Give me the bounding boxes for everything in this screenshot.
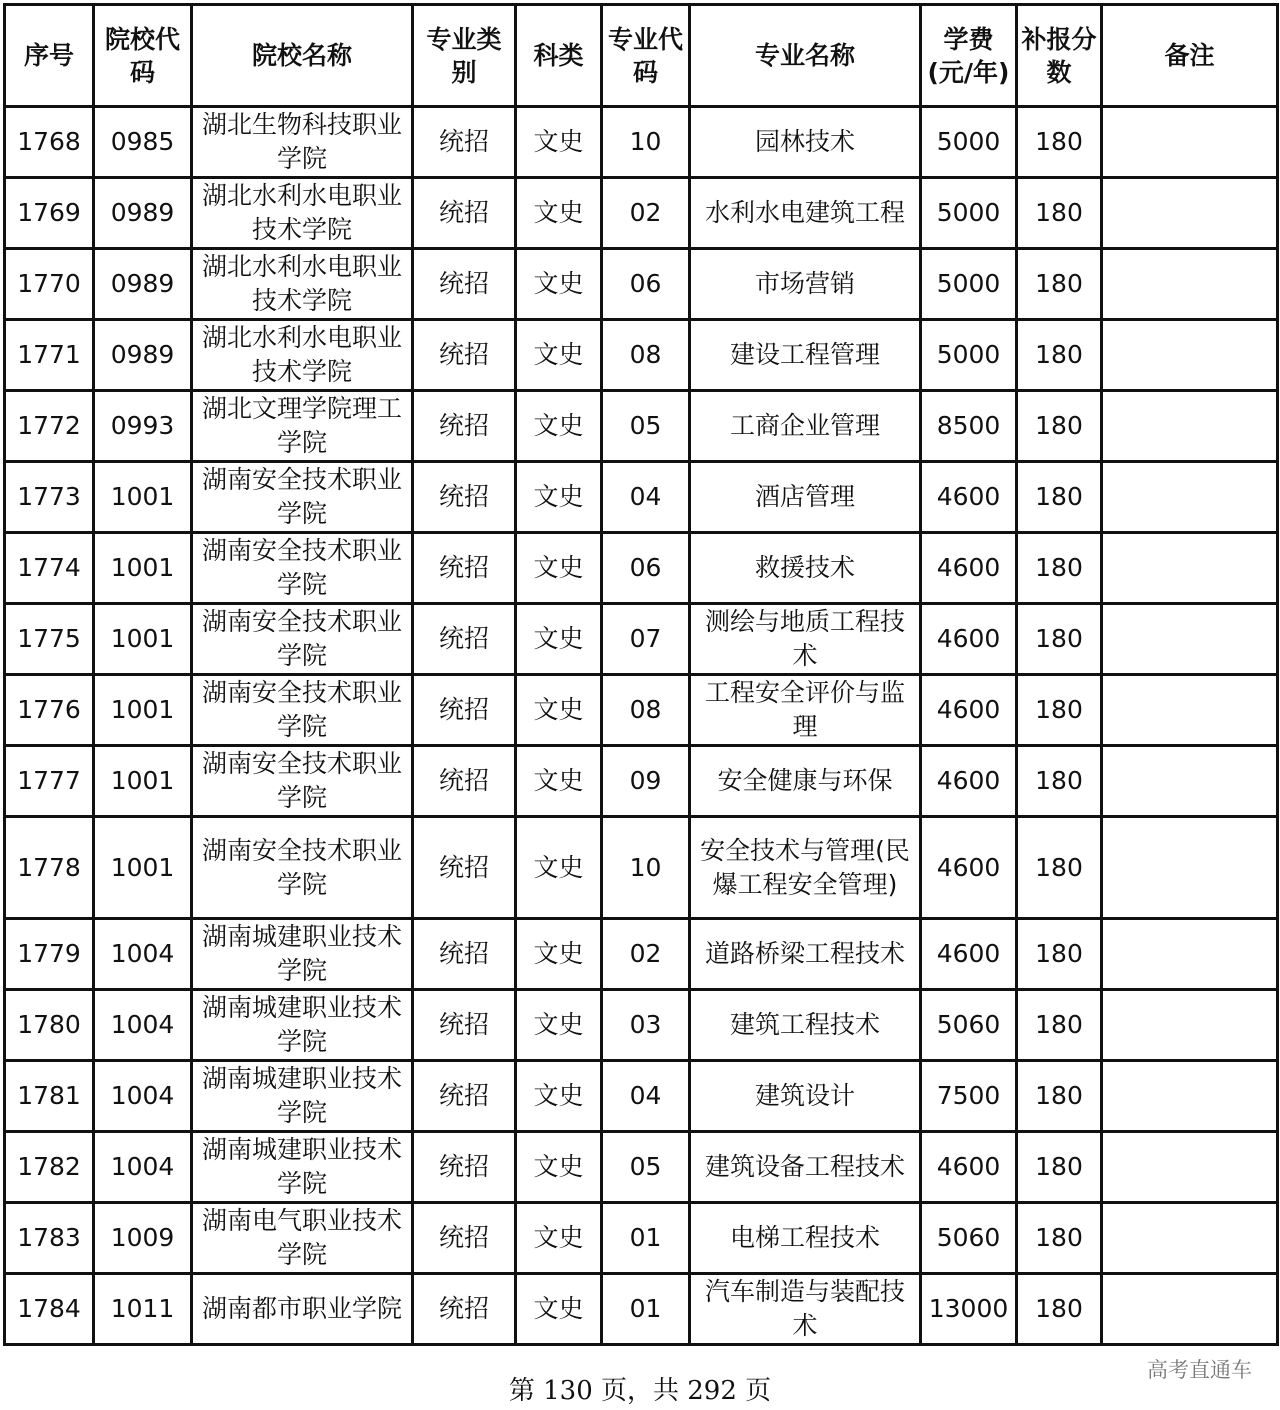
header-major-name: 专业名称 [690,5,921,107]
table-row [5,533,1278,604]
cell-school-code: 0989 [94,249,192,320]
cell-school-name: 湖南安全技术职业学院 [192,604,413,675]
cell-remark [1102,178,1278,249]
cell-tuition: 4600 [921,462,1017,533]
cell-tuition: 8500 [921,391,1017,462]
cell-remark [1102,1061,1278,1132]
cell-remark [1102,675,1278,746]
cell-remark [1102,1203,1278,1274]
cell-major-name: 安全健康与环保 [690,746,921,817]
cell-school-code: 1001 [94,604,192,675]
cell-remark [1102,919,1278,990]
cell-school-name: 湖北生物科技职业学院 [192,107,413,178]
header-tuition: 学费(元/年) [921,5,1017,107]
cell-tuition: 5060 [921,990,1017,1061]
cell-major-code: 03 [602,990,690,1061]
cell-tuition: 5000 [921,249,1017,320]
cell-major-category: 统招 [413,533,516,604]
cell-major-code: 09 [602,746,690,817]
cell-major-category: 统招 [413,604,516,675]
cell-major-category: 统招 [413,746,516,817]
cell-school-name: 湖北文理学院理工学院 [192,391,413,462]
cell-score: 180 [1017,533,1102,604]
cell-school-code: 1001 [94,746,192,817]
cell-tuition: 4600 [921,817,1017,919]
table-row [5,1274,1278,1345]
cell-major-code: 07 [602,604,690,675]
header-subject-type: 科类 [516,5,602,107]
cell-remark [1102,990,1278,1061]
cell-tuition: 4600 [921,604,1017,675]
cell-subject-type: 文史 [516,817,602,919]
cell-serial: 1775 [5,604,94,675]
header-serial: 序号 [5,5,94,107]
cell-subject-type: 文史 [516,990,602,1061]
cell-school-code: 0985 [94,107,192,178]
cell-major-code: 06 [602,533,690,604]
cell-school-code: 0993 [94,391,192,462]
cell-serial: 1781 [5,1061,94,1132]
cell-major-name: 市场营销 [690,249,921,320]
cell-tuition: 4600 [921,1132,1017,1203]
cell-serial: 1768 [5,107,94,178]
cell-school-code: 0989 [94,320,192,391]
cell-serial: 1780 [5,990,94,1061]
cell-school-name: 湖南城建职业技术学院 [192,1061,413,1132]
cell-major-code: 01 [602,1274,690,1345]
header-major-category: 专业类别 [413,5,516,107]
cell-school-code: 1004 [94,1061,192,1132]
cell-score: 180 [1017,1274,1102,1345]
cell-serial: 1784 [5,1274,94,1345]
table-row [5,817,1278,919]
cell-remark [1102,320,1278,391]
cell-remark [1102,249,1278,320]
header-school-code: 院校代码 [94,5,192,107]
cell-serial: 1782 [5,1132,94,1203]
cell-major-name: 救援技术 [690,533,921,604]
cell-serial: 1771 [5,320,94,391]
cell-major-code: 10 [602,107,690,178]
cell-major-name: 建设工程管理 [690,320,921,391]
cell-major-name: 工商企业管理 [690,391,921,462]
cell-serial: 1777 [5,746,94,817]
table-row [5,746,1278,817]
cell-tuition: 4600 [921,533,1017,604]
cell-major-code: 08 [602,675,690,746]
table-row [5,1132,1278,1203]
cell-subject-type: 文史 [516,1203,602,1274]
cell-serial: 1783 [5,1203,94,1274]
header-score: 补报分数 [1017,5,1102,107]
cell-score: 180 [1017,1203,1102,1274]
cell-major-category: 统招 [413,391,516,462]
cell-serial: 1769 [5,178,94,249]
table-row [5,675,1278,746]
cell-school-code: 1001 [94,462,192,533]
cell-subject-type: 文史 [516,391,602,462]
cell-major-category: 统招 [413,990,516,1061]
cell-major-category: 统招 [413,675,516,746]
cell-major-name: 水利水电建筑工程 [690,178,921,249]
cell-subject-type: 文史 [516,107,602,178]
cell-major-name: 工程安全评价与监理 [690,675,921,746]
cell-major-category: 统招 [413,1132,516,1203]
cell-school-name: 湖南安全技术职业学院 [192,675,413,746]
cell-school-code: 1004 [94,1132,192,1203]
header-school-name: 院校名称 [192,5,413,107]
cell-remark [1102,533,1278,604]
cell-school-code: 0989 [94,178,192,249]
cell-school-name: 湖南电气职业技术学院 [192,1203,413,1274]
cell-tuition: 7500 [921,1061,1017,1132]
cell-serial: 1773 [5,462,94,533]
cell-major-code: 04 [602,1061,690,1132]
cell-school-code: 1001 [94,675,192,746]
cell-score: 180 [1017,746,1102,817]
cell-score: 180 [1017,462,1102,533]
cell-major-code: 02 [602,178,690,249]
cell-school-code: 1009 [94,1203,192,1274]
table-row [5,1061,1278,1132]
cell-subject-type: 文史 [516,675,602,746]
cell-tuition: 5000 [921,178,1017,249]
cell-serial: 1772 [5,391,94,462]
cell-score: 180 [1017,391,1102,462]
cell-school-name: 湖南城建职业技术学院 [192,990,413,1061]
header-remark: 备注 [1102,5,1278,107]
cell-score: 180 [1017,604,1102,675]
cell-score: 180 [1017,817,1102,919]
cell-subject-type: 文史 [516,320,602,391]
cell-score: 180 [1017,178,1102,249]
cell-score: 180 [1017,249,1102,320]
cell-tuition: 4600 [921,675,1017,746]
cell-major-code: 04 [602,462,690,533]
cell-subject-type: 文史 [516,249,602,320]
cell-major-name: 建筑设备工程技术 [690,1132,921,1203]
cell-school-name: 湖南城建职业技术学院 [192,919,413,990]
cell-score: 180 [1017,990,1102,1061]
cell-school-code: 1001 [94,533,192,604]
cell-serial: 1774 [5,533,94,604]
cell-major-code: 02 [602,919,690,990]
header-row [5,5,1278,107]
cell-remark [1102,391,1278,462]
cell-major-name: 测绘与地质工程技术 [690,604,921,675]
table-row [5,178,1278,249]
cell-school-code: 1004 [94,990,192,1061]
cell-subject-type: 文史 [516,1132,602,1203]
table-row [5,919,1278,990]
cell-major-category: 统招 [413,1203,516,1274]
cell-serial: 1778 [5,817,94,919]
table-row [5,990,1278,1061]
cell-serial: 1779 [5,919,94,990]
cell-major-name: 建筑工程技术 [690,990,921,1061]
cell-major-category: 统招 [413,320,516,391]
cell-subject-type: 文史 [516,178,602,249]
cell-major-name: 汽车制造与装配技术 [690,1274,921,1345]
table-row [5,1203,1278,1274]
cell-remark [1102,1132,1278,1203]
cell-school-name: 湖南安全技术职业学院 [192,746,413,817]
cell-school-name: 湖北水利水电职业技术学院 [192,178,413,249]
cell-school-name: 湖南安全技术职业学院 [192,817,413,919]
table-row [5,462,1278,533]
cell-school-name: 湖南安全技术职业学院 [192,533,413,604]
cell-serial: 1770 [5,249,94,320]
cell-score: 180 [1017,320,1102,391]
table-row [5,107,1278,178]
cell-subject-type: 文史 [516,462,602,533]
cell-school-name: 湖北水利水电职业技术学院 [192,249,413,320]
cell-tuition: 4600 [921,746,1017,817]
cell-score: 180 [1017,1061,1102,1132]
cell-major-name: 道路桥梁工程技术 [690,919,921,990]
cell-score: 180 [1017,107,1102,178]
cell-score: 180 [1017,1132,1102,1203]
cell-subject-type: 文史 [516,533,602,604]
table-row [5,604,1278,675]
cell-subject-type: 文史 [516,1274,602,1345]
table-row [5,391,1278,462]
cell-serial: 1776 [5,675,94,746]
cell-score: 180 [1017,919,1102,990]
cell-major-code: 08 [602,320,690,391]
watermark: 高考直通车 [1147,1358,1252,1382]
table-body [5,107,1278,1345]
cell-school-name: 湖北水利水电职业技术学院 [192,320,413,391]
cell-major-category: 统招 [413,1274,516,1345]
cell-major-category: 统招 [413,107,516,178]
cell-subject-type: 文史 [516,604,602,675]
cell-major-code: 01 [602,1203,690,1274]
admission-table [3,3,1279,1346]
cell-tuition: 5060 [921,1203,1017,1274]
cell-school-name: 湖南安全技术职业学院 [192,462,413,533]
cell-school-code: 1001 [94,817,192,919]
cell-subject-type: 文史 [516,746,602,817]
cell-remark [1102,1274,1278,1345]
cell-subject-type: 文史 [516,919,602,990]
cell-major-category: 统招 [413,178,516,249]
table-row [5,249,1278,320]
cell-major-name: 酒店管理 [690,462,921,533]
cell-major-category: 统招 [413,817,516,919]
cell-tuition: 13000 [921,1274,1017,1345]
cell-tuition: 5000 [921,107,1017,178]
cell-major-code: 10 [602,817,690,919]
cell-major-category: 统招 [413,249,516,320]
cell-school-code: 1004 [94,919,192,990]
cell-subject-type: 文史 [516,1061,602,1132]
table-row [5,320,1278,391]
page-number: 第 130 页，共 292 页 [508,1376,772,1406]
cell-tuition: 4600 [921,919,1017,990]
cell-remark [1102,604,1278,675]
cell-major-code: 06 [602,249,690,320]
header-major-code: 专业代码 [602,5,690,107]
cell-major-category: 统招 [413,1061,516,1132]
cell-major-name: 安全技术与管理(民爆工程安全管理) [690,817,921,919]
cell-major-name: 园林技术 [690,107,921,178]
cell-remark [1102,817,1278,919]
cell-major-name: 电梯工程技术 [690,1203,921,1274]
cell-major-category: 统招 [413,919,516,990]
cell-school-code: 1011 [94,1274,192,1345]
cell-remark [1102,462,1278,533]
cell-major-code: 05 [602,391,690,462]
cell-major-name: 建筑设计 [690,1061,921,1132]
cell-major-code: 05 [602,1132,690,1203]
cell-school-name: 湖南都市职业学院 [192,1274,413,1345]
cell-tuition: 5000 [921,320,1017,391]
cell-school-name: 湖南城建职业技术学院 [192,1132,413,1203]
cell-score: 180 [1017,675,1102,746]
cell-remark [1102,107,1278,178]
cell-remark [1102,746,1278,817]
cell-major-category: 统招 [413,462,516,533]
